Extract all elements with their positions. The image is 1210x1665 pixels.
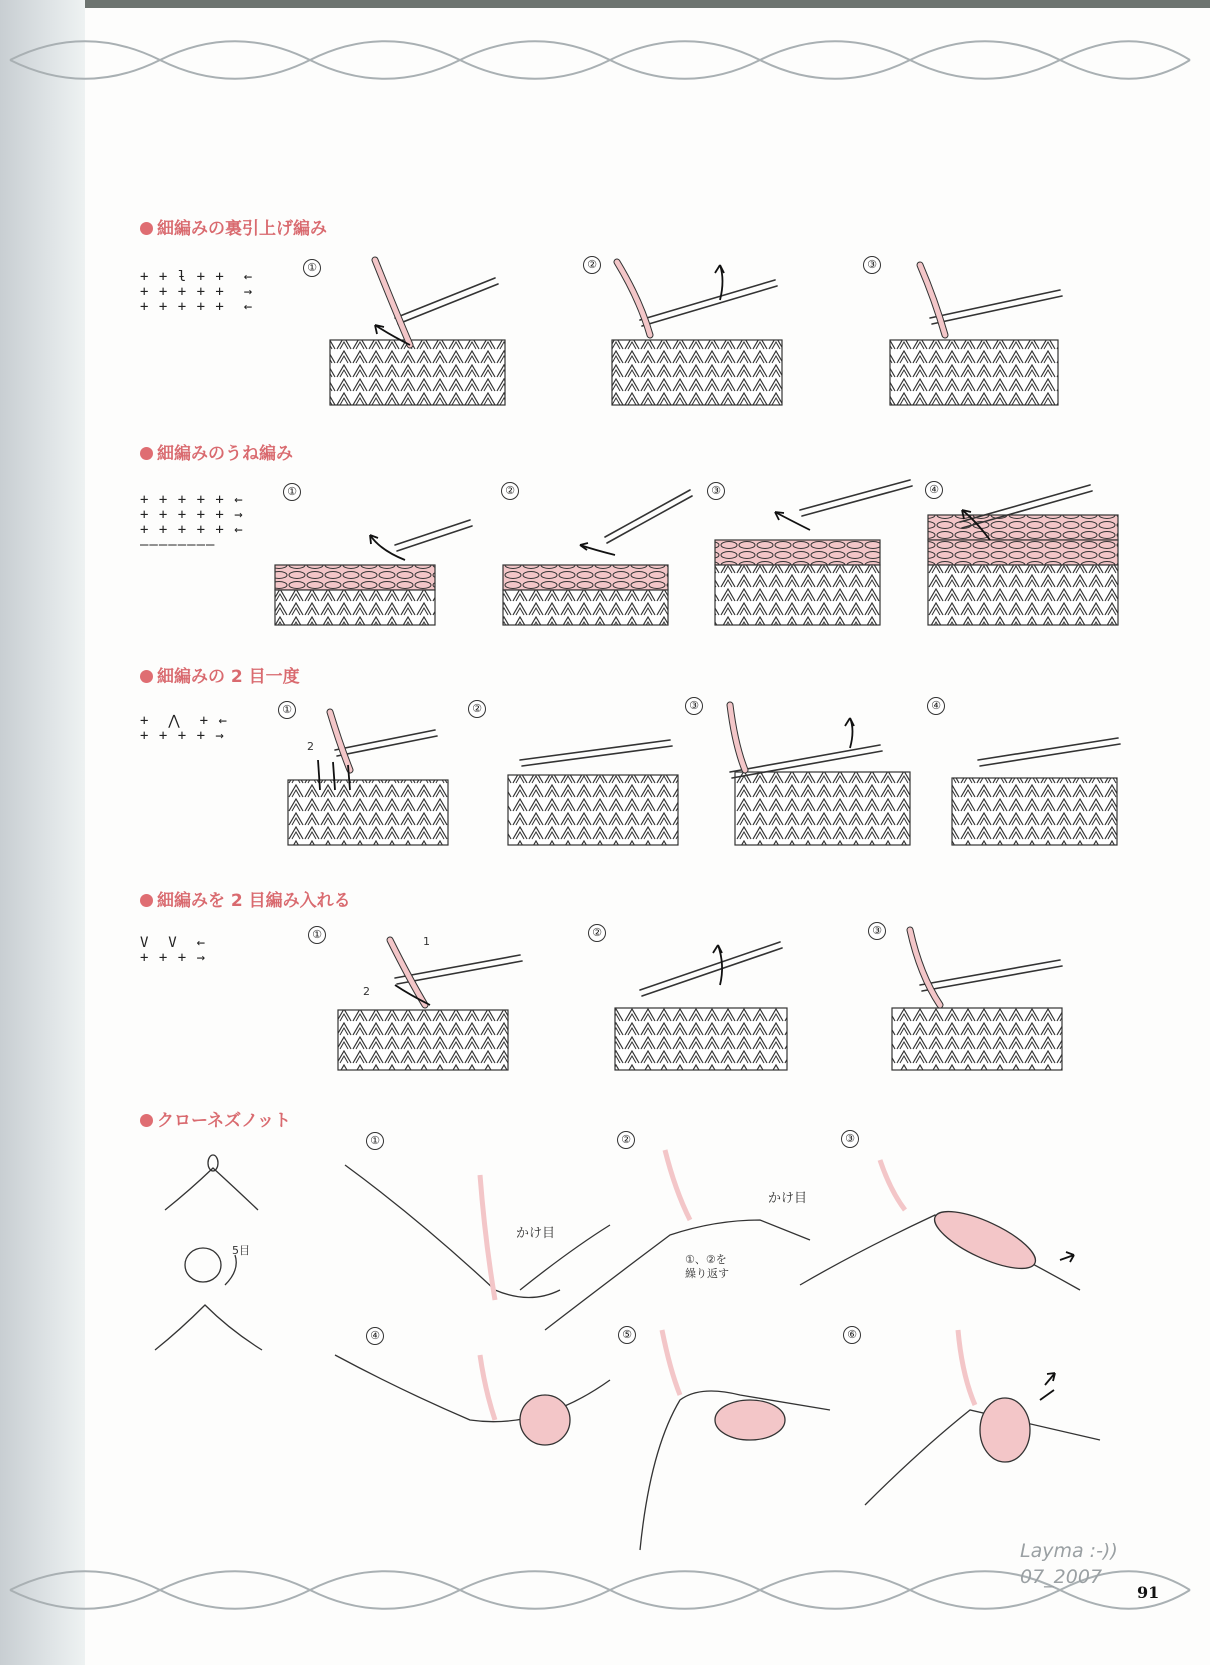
section-title-text: 細編みを 2 目編み入れる (157, 891, 351, 911)
step-number: ③ (707, 482, 725, 500)
stitch-symbol-chart-3: + ⋀ + ← + + + + → (140, 713, 228, 744)
page-number: 91 (1137, 1583, 1160, 1602)
stitch-symbol-chart-1: + + ƚ + + ← + + + + + → + + + + + ← (140, 269, 254, 315)
loop-label: 1 (423, 935, 430, 948)
step-number: ② (588, 924, 606, 942)
step-number: ② (468, 700, 486, 718)
loop-label: 2 (307, 740, 314, 753)
step-number: ② (501, 482, 519, 500)
step-number: ③ (863, 256, 881, 274)
step-number: ② (583, 256, 601, 274)
step-number: ④ (927, 697, 945, 715)
watermark-line2: 07_2007 (1020, 1566, 1103, 1588)
watermark (1020, 1538, 1118, 1590)
step-number: ④ (366, 1327, 384, 1345)
kakeme-label: かけ目 (768, 1191, 808, 1206)
section-title-text: 細編みの裏引上げ編み (157, 219, 327, 239)
stitch-symbol-chart-4: V V ← + + + → (140, 935, 207, 966)
loop-label: 2 (363, 985, 370, 998)
repeat-note-line2: 繰り返す (685, 1267, 729, 1280)
watermark-line1: Layma :-)) (1020, 1540, 1118, 1562)
step-number: ③ (868, 922, 886, 940)
chain-illustrations (155, 1150, 1100, 1550)
step-number: ③ (841, 1130, 859, 1148)
step-number: ④ (925, 481, 943, 499)
step-number: ① (283, 483, 301, 501)
step-number: ① (366, 1132, 384, 1150)
section-title-text: クローネズノット (157, 1111, 291, 1131)
step-number: ③ (685, 697, 703, 715)
repeat-note-line1: ①、②を (685, 1253, 727, 1266)
step-number: ① (303, 259, 321, 277)
section-title-text: 細編みの 2 目一度 (157, 667, 300, 687)
step-number: ② (617, 1131, 635, 1149)
step-number: ⑥ (843, 1326, 861, 1344)
kakeme-label: かけ目 (516, 1226, 556, 1241)
section-title-text: 細編みのうね編み (157, 444, 293, 464)
step-number: ① (308, 926, 326, 944)
stitch-symbol-chart-2: + + + + + ← + + + + + → + + + + + ← ———————— (140, 492, 244, 553)
step-number: ⑤ (618, 1326, 636, 1344)
five-stitches-label: 5目 (232, 1244, 250, 1257)
step-number: ① (278, 701, 296, 719)
